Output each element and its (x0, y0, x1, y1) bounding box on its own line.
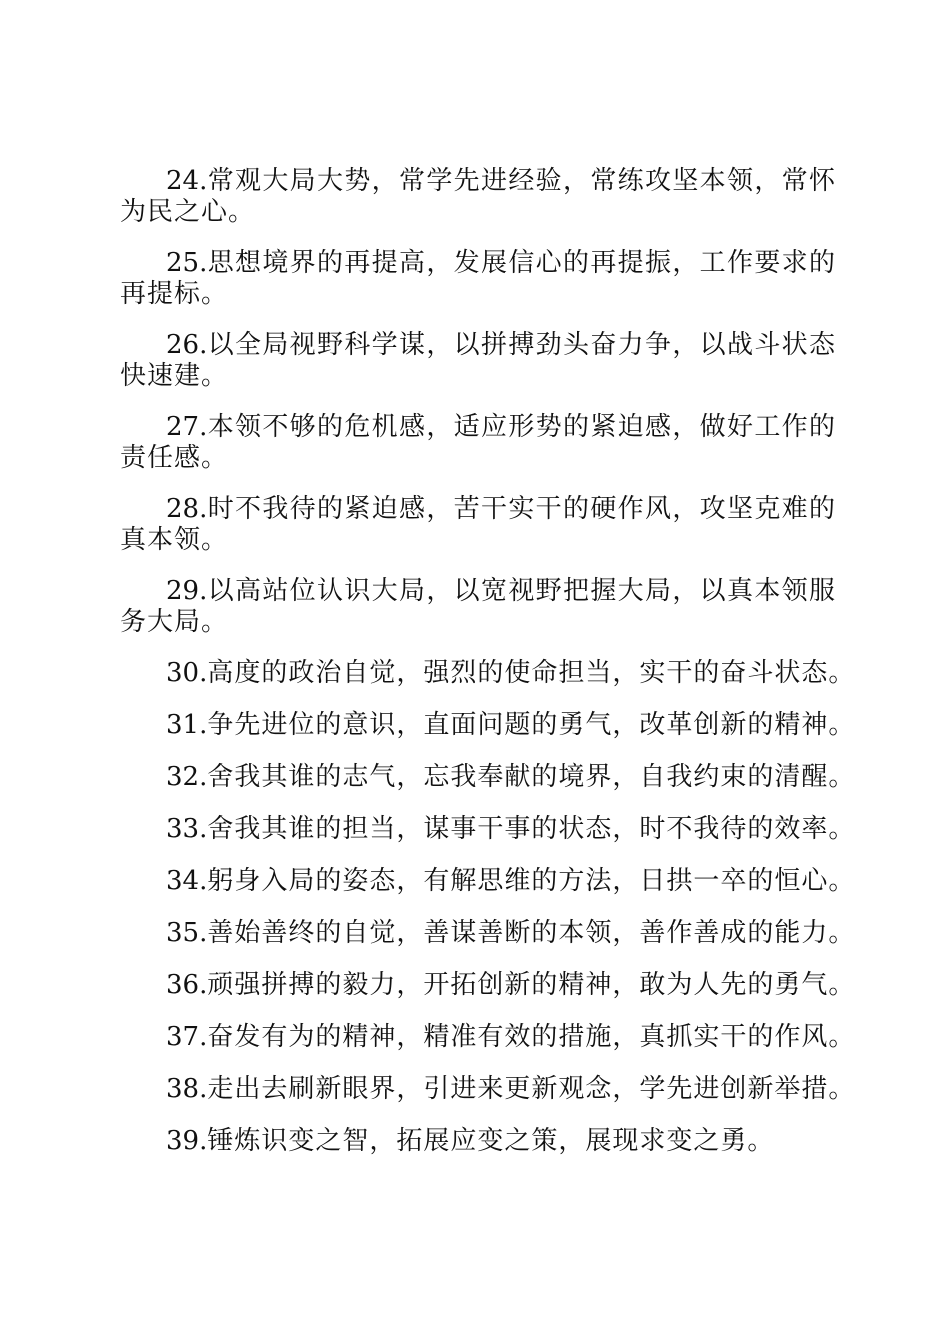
item-text: 顽强拼搏的毅力，开拓创新的精神，敢为人先的勇气。 (207, 970, 856, 1000)
item-text: 争先进位的意识，直面问题的勇气，改革创新的精神。 (207, 710, 856, 740)
item-text: 走出去刷新眼界，引进来更新观念，学先进创新举措。 (207, 1074, 856, 1104)
item-text: 躬身入局的姿态，有解思维的方法，日拱一卒的恒心。 (207, 866, 856, 896)
list-item (120, 970, 856, 1001)
list-item (120, 576, 836, 638)
item-text: 以高站位认识大局，以宽视野把握大局，以真本领服务大局。 (120, 576, 836, 637)
item-number: 25. (166, 248, 208, 278)
list-item (120, 166, 836, 228)
item-number: 28. (166, 494, 208, 524)
item-number: 36. (166, 970, 208, 1000)
item-number: 38. (166, 1074, 208, 1104)
item-text: 时不我待的紧迫感，苦干实干的硬作风，攻坚克难的真本领。 (120, 494, 836, 555)
item-number: 37. (166, 1022, 208, 1052)
item-text: 常观大局大势，常学先进经验，常练攻坚本领，常怀为民之心。 (120, 166, 836, 227)
item-text: 思想境界的再提高，发展信心的再提振，工作要求的再提标。 (120, 248, 836, 309)
list-item (120, 710, 856, 741)
list-item (120, 1074, 856, 1105)
list-item (120, 1126, 836, 1157)
item-number: 33. (166, 814, 208, 844)
list-item (120, 918, 856, 949)
item-number: 24. (166, 166, 208, 196)
item-text: 高度的政治自觉，强烈的使命担当，实干的奋斗状态。 (207, 658, 856, 688)
item-number: 35. (166, 918, 208, 948)
item-number: 34. (166, 866, 208, 896)
item-text: 舍我其谁的志气，忘我奉献的境界，自我约束的清醒。 (207, 762, 856, 792)
list-item (120, 866, 856, 897)
list-item (120, 494, 836, 556)
list-item (120, 762, 856, 793)
list-item (120, 330, 836, 392)
numbered-list (120, 166, 856, 1178)
item-number: 32. (166, 762, 208, 792)
item-number: 39. (166, 1126, 208, 1156)
item-text: 善始善终的自觉，善谋善断的本领，善作善成的能力。 (207, 918, 856, 948)
item-text: 奋发有为的精神，精准有效的措施，真抓实干的作风。 (207, 1022, 856, 1052)
item-text: 以全局视野科学谋，以拼搏劲头奋力争，以战斗状态快速建。 (120, 330, 836, 391)
list-item (120, 814, 856, 845)
item-text: 锤炼识变之智，拓展应变之策，展现求变之勇。 (207, 1126, 775, 1156)
list-item (120, 412, 836, 474)
list-item (120, 1022, 856, 1053)
item-number: 31. (166, 710, 208, 740)
item-text: 本领不够的危机感，适应形势的紧迫感，做好工作的责任感。 (120, 412, 836, 473)
item-number: 30. (166, 658, 208, 688)
item-text: 舍我其谁的担当，谋事干事的状态，时不我待的效率。 (207, 814, 856, 844)
list-item (120, 658, 856, 689)
item-number: 29. (166, 576, 208, 606)
item-number: 26. (166, 330, 208, 360)
item-number: 27. (166, 412, 208, 442)
list-item (120, 248, 836, 310)
